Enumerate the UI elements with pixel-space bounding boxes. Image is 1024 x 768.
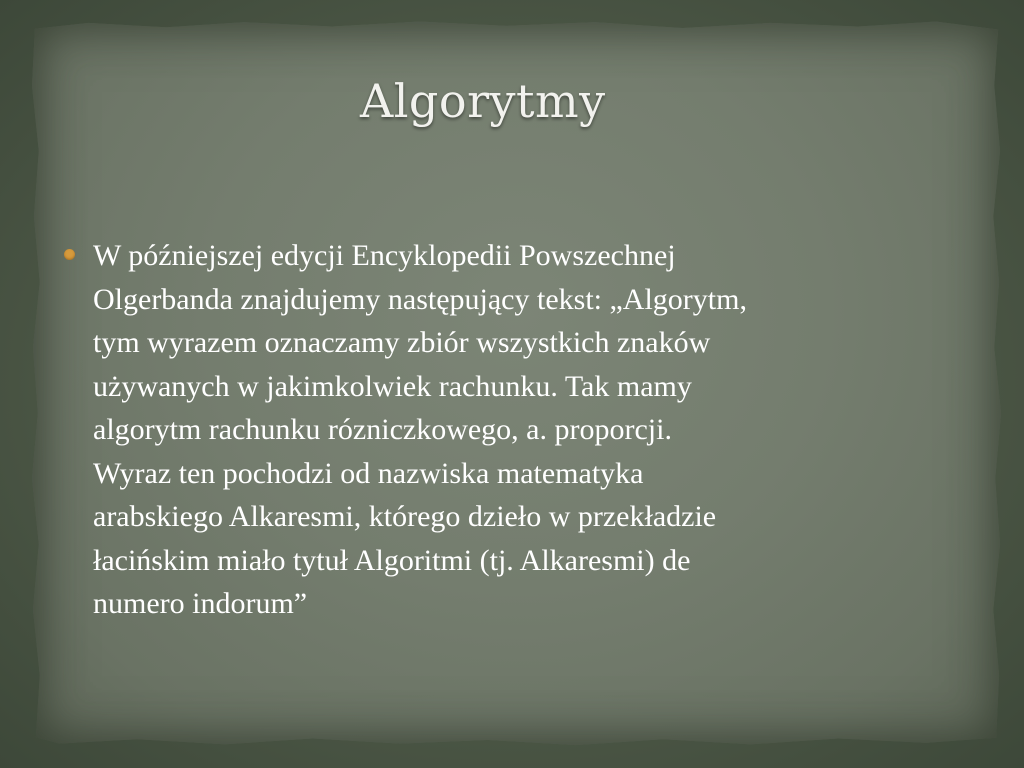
bullet-item (62, 234, 962, 626)
slide-title: Algorytmy (360, 74, 606, 128)
text-line: używanych w jakimkolwiek rachunku. Tak mamy (93, 369, 692, 403)
text-line: numero indorum” (93, 587, 308, 620)
text-line: tym wyrazem oznaczamy zbiór wszystkich znaków (93, 326, 711, 359)
text-line: łacińskim miało tytuł Algoritmi (tj. Alkaresmi) de (93, 543, 691, 577)
text-line: arabskiego Alkaresmi, którego dzieło w przekładzie (93, 500, 717, 533)
text-line: Olgerbanda znajdujemy następujący tekst: „Algorytm, (93, 282, 747, 316)
text-line: Wyraz ten pochodzi od nazwiska matematyka (93, 456, 644, 490)
bullet-text (93, 234, 962, 626)
text-line: algorytm rachunku rózniczkowego, a. proporcji. (93, 413, 672, 446)
text-line: W późniejszej edycji Encyklopedii Powszechnej (93, 239, 676, 272)
bullet-list (62, 234, 962, 626)
bullet-dot-icon (64, 249, 75, 260)
